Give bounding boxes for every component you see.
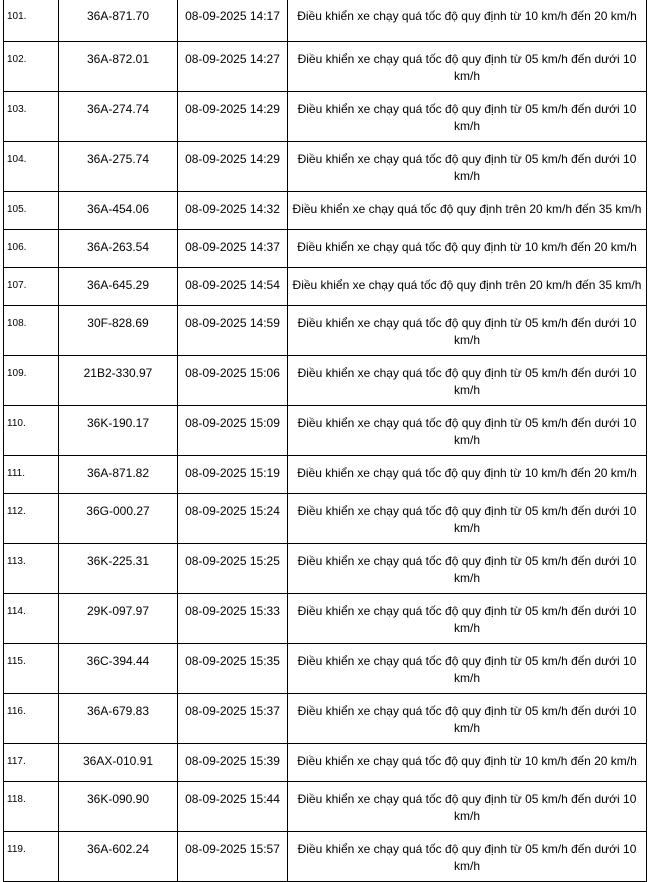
violation-time: 08-09-2025 14:29 [178,92,288,142]
violation-description: Điều khiển xe chạy quá tốc độ quy định từ 05 km/h đến dưới 10 km/h [288,782,647,832]
table-row [4,42,647,92]
violation-description: Điều khiển xe chạy quá tốc độ quy định từ 05 km/h đến dưới 10 km/h [288,594,647,644]
violation-time: 08-09-2025 15:44 [178,782,288,832]
violation-time: 08-09-2025 15:25 [178,544,288,594]
violation-time: 08-09-2025 15:24 [178,494,288,544]
violation-time: 08-09-2025 14:17 [178,0,288,42]
table-row [4,456,647,494]
violation-time: 08-09-2025 15:33 [178,594,288,644]
row-number: 115. [4,644,59,694]
license-plate: 36A-602.24 [59,832,178,882]
violation-description: Điều khiển xe chạy quá tốc độ quy định từ 05 km/h đến dưới 10 km/h [288,494,647,544]
violation-time: 08-09-2025 14:37 [178,230,288,268]
violation-description: Điều khiển xe chạy quá tốc độ quy định trên 20 km/h đến 35 km/h [288,192,647,230]
violation-description: Điều khiển xe chạy quá tốc độ quy định từ 05 km/h đến dưới 10 km/h [288,42,647,92]
row-number: 113. [4,544,59,594]
violation-description: Điều khiển xe chạy quá tốc độ quy định từ 05 km/h đến dưới 10 km/h [288,644,647,694]
violation-description: Điều khiển xe chạy quá tốc độ quy định từ 10 km/h đến 20 km/h [288,230,647,268]
table-row [4,744,647,782]
table-row [4,644,647,694]
violation-description: Điều khiển xe chạy quá tốc độ quy định từ 10 km/h đến 20 km/h [288,0,647,42]
table-row [4,782,647,832]
row-number: 111. [4,456,59,494]
violation-time: 08-09-2025 15:06 [178,356,288,406]
table-row [4,406,647,456]
violation-time: 08-09-2025 15:39 [178,744,288,782]
license-plate: 36A-679.83 [59,694,178,744]
license-plate: 36G-000.27 [59,494,178,544]
row-number: 114. [4,594,59,644]
license-plate: 36A-275.74 [59,142,178,192]
violation-time: 08-09-2025 15:37 [178,694,288,744]
violation-description: Điều khiển xe chạy quá tốc độ quy định từ 05 km/h đến dưới 10 km/h [288,544,647,594]
table-row [4,142,647,192]
row-number: 101. [4,0,59,42]
license-plate: 36A-645.29 [59,268,178,306]
row-number: 103. [4,92,59,142]
table-row [4,494,647,544]
license-plate: 36K-090.90 [59,782,178,832]
violation-description: Điều khiển xe chạy quá tốc độ quy định từ 05 km/h đến dưới 10 km/h [288,694,647,744]
violation-description: Điều khiển xe chạy quá tốc độ quy định từ 05 km/h đến dưới 10 km/h [288,832,647,882]
table-row [4,356,647,406]
violation-description: Điều khiển xe chạy quá tốc độ quy định từ 10 km/h đến 20 km/h [288,744,647,782]
row-number: 110. [4,406,59,456]
violation-time: 08-09-2025 14:59 [178,306,288,356]
violation-time: 08-09-2025 14:54 [178,268,288,306]
row-number: 117. [4,744,59,782]
table-row [4,230,647,268]
license-plate: 36C-394.44 [59,644,178,694]
row-number: 108. [4,306,59,356]
row-number: 116. [4,694,59,744]
table-row [4,0,647,42]
violations-table-body [4,0,647,882]
table-row [4,306,647,356]
violation-time: 08-09-2025 14:32 [178,192,288,230]
table-row [4,192,647,230]
violation-description: Điều khiển xe chạy quá tốc độ quy định trên 20 km/h đến 35 km/h [288,268,647,306]
row-number: 112. [4,494,59,544]
row-number: 104. [4,142,59,192]
license-plate: 36A-871.70 [59,0,178,42]
license-plate: 36A-871.82 [59,456,178,494]
row-number: 107. [4,268,59,306]
violation-description: Điều khiển xe chạy quá tốc độ quy định từ 05 km/h đến dưới 10 km/h [288,142,647,192]
violation-time: 08-09-2025 14:29 [178,142,288,192]
violation-time: 08-09-2025 15:19 [178,456,288,494]
license-plate: 29K-097.97 [59,594,178,644]
table-row [4,544,647,594]
table-row [4,92,647,142]
row-number: 106. [4,230,59,268]
table-row [4,832,647,882]
license-plate: 36K-225.31 [59,544,178,594]
license-plate: 21B2-330.97 [59,356,178,406]
violation-description: Điều khiển xe chạy quá tốc độ quy định từ 05 km/h đến dưới 10 km/h [288,406,647,456]
license-plate: 30F-828.69 [59,306,178,356]
license-plate: 36A-454.06 [59,192,178,230]
license-plate: 36AX-010.91 [59,744,178,782]
row-number: 118. [4,782,59,832]
violation-description: Điều khiển xe chạy quá tốc độ quy định từ 05 km/h đến dưới 10 km/h [288,306,647,356]
violation-description: Điều khiển xe chạy quá tốc độ quy định từ 05 km/h đến dưới 10 km/h [288,92,647,142]
row-number: 105. [4,192,59,230]
violation-time: 08-09-2025 15:57 [178,832,288,882]
license-plate: 36A-263.54 [59,230,178,268]
violation-time: 08-09-2025 15:35 [178,644,288,694]
license-plate: 36K-190.17 [59,406,178,456]
table-row [4,594,647,644]
table-row [4,694,647,744]
violation-time: 08-09-2025 14:27 [178,42,288,92]
row-number: 109. [4,356,59,406]
violation-description: Điều khiển xe chạy quá tốc độ quy định từ 05 km/h đến dưới 10 km/h [288,356,647,406]
row-number: 102. [4,42,59,92]
license-plate: 36A-274.74 [59,92,178,142]
license-plate: 36A-872.01 [59,42,178,92]
row-number: 119. [4,832,59,882]
table-row [4,268,647,306]
violations-table [3,0,647,882]
violation-time: 08-09-2025 15:09 [178,406,288,456]
violation-description: Điều khiển xe chạy quá tốc độ quy định từ 10 km/h đến 20 km/h [288,456,647,494]
